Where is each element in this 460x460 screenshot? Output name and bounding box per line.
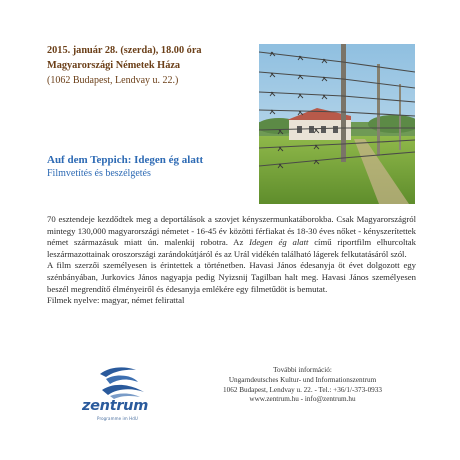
- barbed-wire-photo: [259, 44, 415, 204]
- paragraph-1-text-a: 70 esztendeje kezdődtek meg a deportálások a szovjet kényszermunkatáborokba. Csak Magyarországról mintegy 130,000 magyarországi németet - 16-45 év közötti férfiakat és 18-30 éves nőket - kényszerítettek német származásuk miatt ún. malenkij robotra. Az: [47, 214, 416, 248]
- paragraph-1-text-b: című riportfilm elhurcoltak leszármazottainak oroszországi zarándokútjáról és az Urál vidékén található lágerek felkutatásáról szól.: [47, 237, 416, 259]
- logo-tagline: Programme im HdU: [97, 416, 138, 421]
- film-subtitle: Filmvetítés és beszélgetés: [47, 168, 151, 179]
- contact-address-phone: 1062 Budapest, Lendvay u. 22. - Tel.: +36/1/-373-0933: [223, 385, 382, 394]
- contact-info: [190, 366, 415, 405]
- event-header: [47, 43, 257, 88]
- barbed-wire-camp-photo: [259, 44, 415, 204]
- film-title-inline: Idegen ég alatt: [249, 237, 309, 248]
- description-paragraph-2: A film szerzői személyesen is érintettek a történetben. Havasi János édesanyja öt évet dolgozott egy szénbányában, Jurkovics János nagyapja pedig Nyizsnij Tagilban halt meg. Havasi János személyesen beszél megrendítő élményeiről és édesanyja emlékére egy filmetűdöt is bemutat.: [47, 260, 416, 294]
- event-venue: Magyarországi Németek Háza: [47, 60, 181, 71]
- event-description: [47, 214, 416, 307]
- film-title: Auf dem Teppich: Idegen ég alatt: [47, 154, 204, 166]
- event-date-time: 2015. január 28. (szerda), 18.00 óra: [47, 45, 202, 56]
- film-languages: Filmek nyelve: magyar, német felirattal: [47, 295, 185, 306]
- event-address: (1062 Budapest, Lendvay u. 22.): [47, 75, 179, 86]
- contact-heading: További információ:: [273, 366, 332, 374]
- zentrum-logo: [72, 364, 152, 424]
- contact-web-email: www.zentrum.hu - info@zentrum.hu: [249, 395, 356, 404]
- logo-wordmark: zentrum: [82, 398, 149, 414]
- description-paragraph-1: [47, 214, 416, 260]
- zentrum-swoosh-icon: [92, 364, 152, 400]
- contact-organization: Ungarndeutsches Kultur- und Informationszentrum: [228, 375, 377, 384]
